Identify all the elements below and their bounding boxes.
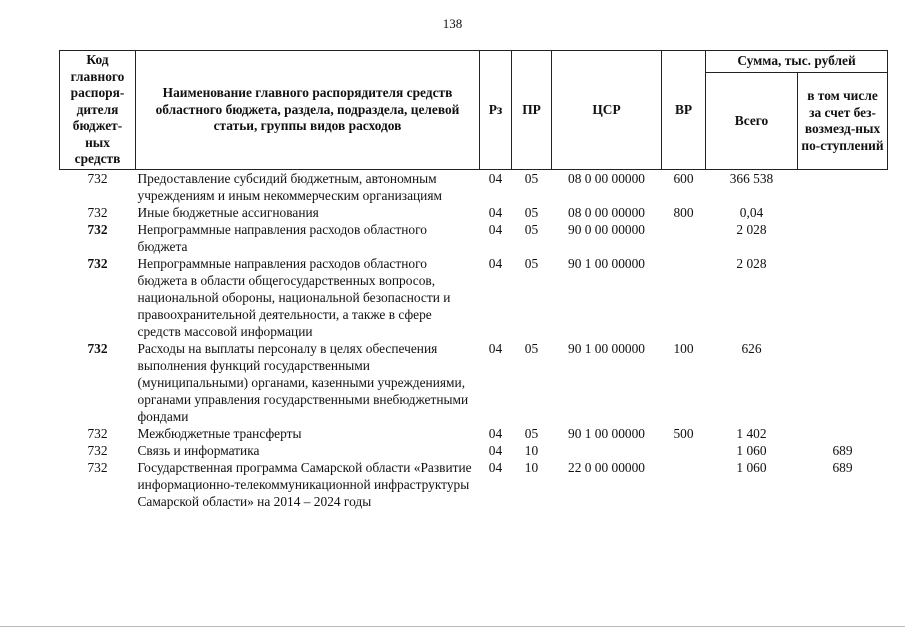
cell-vr <box>662 221 706 255</box>
cell-rz: 04 <box>488 460 503 475</box>
cell-csr: 90 0 00 00000 <box>568 222 645 237</box>
cell-pr: 05 <box>524 222 539 237</box>
budget-table <box>59 50 888 510</box>
cell-csr: 90 1 00 00000 <box>568 256 645 271</box>
table-row <box>60 442 888 459</box>
header-code: Код главного распоря-дителя бюджет-ных средств <box>60 51 136 170</box>
table-row <box>60 170 888 205</box>
cell-pr: 10 <box>524 443 539 458</box>
cell-rz: 04 <box>488 426 503 441</box>
table-row <box>60 255 888 340</box>
header-total: Всего <box>706 73 798 170</box>
cell-vr <box>662 255 706 340</box>
cell-total: 2 028 <box>736 256 767 271</box>
cell-free <box>798 425 888 442</box>
cell-total: 1 060 <box>736 443 767 458</box>
cell-rz: 04 <box>488 443 503 458</box>
cell-total: 2 028 <box>736 222 767 237</box>
cell-name: Государственная программа Самарской области «Развитие информационно-телекоммуникационной инфраструктуры Самарской области» на 2014 – 2024 годы <box>137 460 472 509</box>
cell-code: 732 <box>87 256 108 271</box>
table-row <box>60 425 888 442</box>
table-row <box>60 204 888 221</box>
cell-code: 732 <box>87 341 108 356</box>
cell-pr: 05 <box>524 426 539 441</box>
cell-code: 732 <box>87 426 108 441</box>
cell-pr: 05 <box>524 341 539 356</box>
cell-total: 1 060 <box>736 460 767 475</box>
cell-total: 626 <box>741 341 762 356</box>
cell-vr <box>662 459 706 510</box>
cell-total: 0,04 <box>739 205 764 220</box>
cell-code: 732 <box>87 205 108 220</box>
header-name: Наименование главного распорядителя средств областного бюджета, раздела, подраздела, целевой статьи, группы видов расходов <box>136 51 480 170</box>
cell-name: Непрограммные направления расходов областного бюджета в области общегосударственных вопросов, национальной обороны, национальной безопасности и правоохранительной деятельности, а также в сфере средств массовой информации <box>137 256 451 339</box>
cell-rz: 04 <box>488 341 503 356</box>
cell-csr: 22 0 00 00000 <box>568 460 645 475</box>
header-csr: ЦСР <box>552 51 662 170</box>
cell-free <box>798 255 888 340</box>
cell-csr: 08 0 00 00000 <box>568 171 645 186</box>
cell-name: Межбюджетные трансферты <box>137 426 302 441</box>
header-vr: ВР <box>662 51 706 170</box>
table-row <box>60 340 888 425</box>
cell-name: Иные бюджетные ассигнования <box>137 205 319 220</box>
cell-pr: 05 <box>524 205 539 220</box>
cell-free <box>798 340 888 425</box>
table-row <box>60 459 888 510</box>
table-row <box>60 221 888 255</box>
cell-total: 1 402 <box>736 426 767 441</box>
cell-code: 732 <box>87 222 108 237</box>
cell-free: 689 <box>832 460 853 475</box>
table-body <box>60 170 888 511</box>
cell-csr: 90 1 00 00000 <box>568 426 645 441</box>
cell-rz: 04 <box>488 205 503 220</box>
cell-free <box>798 170 888 205</box>
cell-code: 732 <box>87 171 108 186</box>
cell-code: 732 <box>87 443 108 458</box>
cell-pr: 05 <box>524 256 539 271</box>
cell-free <box>798 221 888 255</box>
cell-csr: 08 0 00 00000 <box>568 205 645 220</box>
page-number: 138 <box>442 16 463 31</box>
cell-vr: 600 <box>673 171 694 186</box>
cell-code: 732 <box>87 460 108 475</box>
header-sum: Сумма, тыс. рублей <box>706 51 888 73</box>
cell-pr: 05 <box>524 171 539 186</box>
scan-edge-divider <box>0 626 905 627</box>
cell-rz: 04 <box>488 171 503 186</box>
cell-free: 689 <box>832 443 853 458</box>
cell-vr: 100 <box>673 341 694 356</box>
cell-csr: 90 1 00 00000 <box>568 341 645 356</box>
cell-name: Связь и информатика <box>137 443 260 458</box>
cell-pr: 10 <box>524 460 539 475</box>
cell-vr: 500 <box>673 426 694 441</box>
cell-rz: 04 <box>488 222 503 237</box>
header-rz: Рз <box>480 51 512 170</box>
cell-vr <box>662 442 706 459</box>
cell-name: Предоставление субсидий бюджетным, автономным учреждениям и иным некоммерческим организациям <box>137 171 442 203</box>
cell-free <box>798 204 888 221</box>
cell-name: Непрограммные направления расходов областного бюджета <box>137 222 427 254</box>
header-including: в том числе за счет без-возмезд-ных по-ступлений <box>798 73 888 170</box>
cell-total: 366 538 <box>729 171 774 186</box>
cell-csr <box>552 442 662 459</box>
cell-vr: 800 <box>673 205 694 220</box>
table-header <box>60 51 888 170</box>
cell-rz: 04 <box>488 256 503 271</box>
cell-name: Расходы на выплаты персоналу в целях обеспечения выполнения функций государственными (муниципальными) органами, казенными учреждениями, органами управления государственными внебюджетными фондами <box>137 341 469 424</box>
header-pr: ПР <box>512 51 552 170</box>
